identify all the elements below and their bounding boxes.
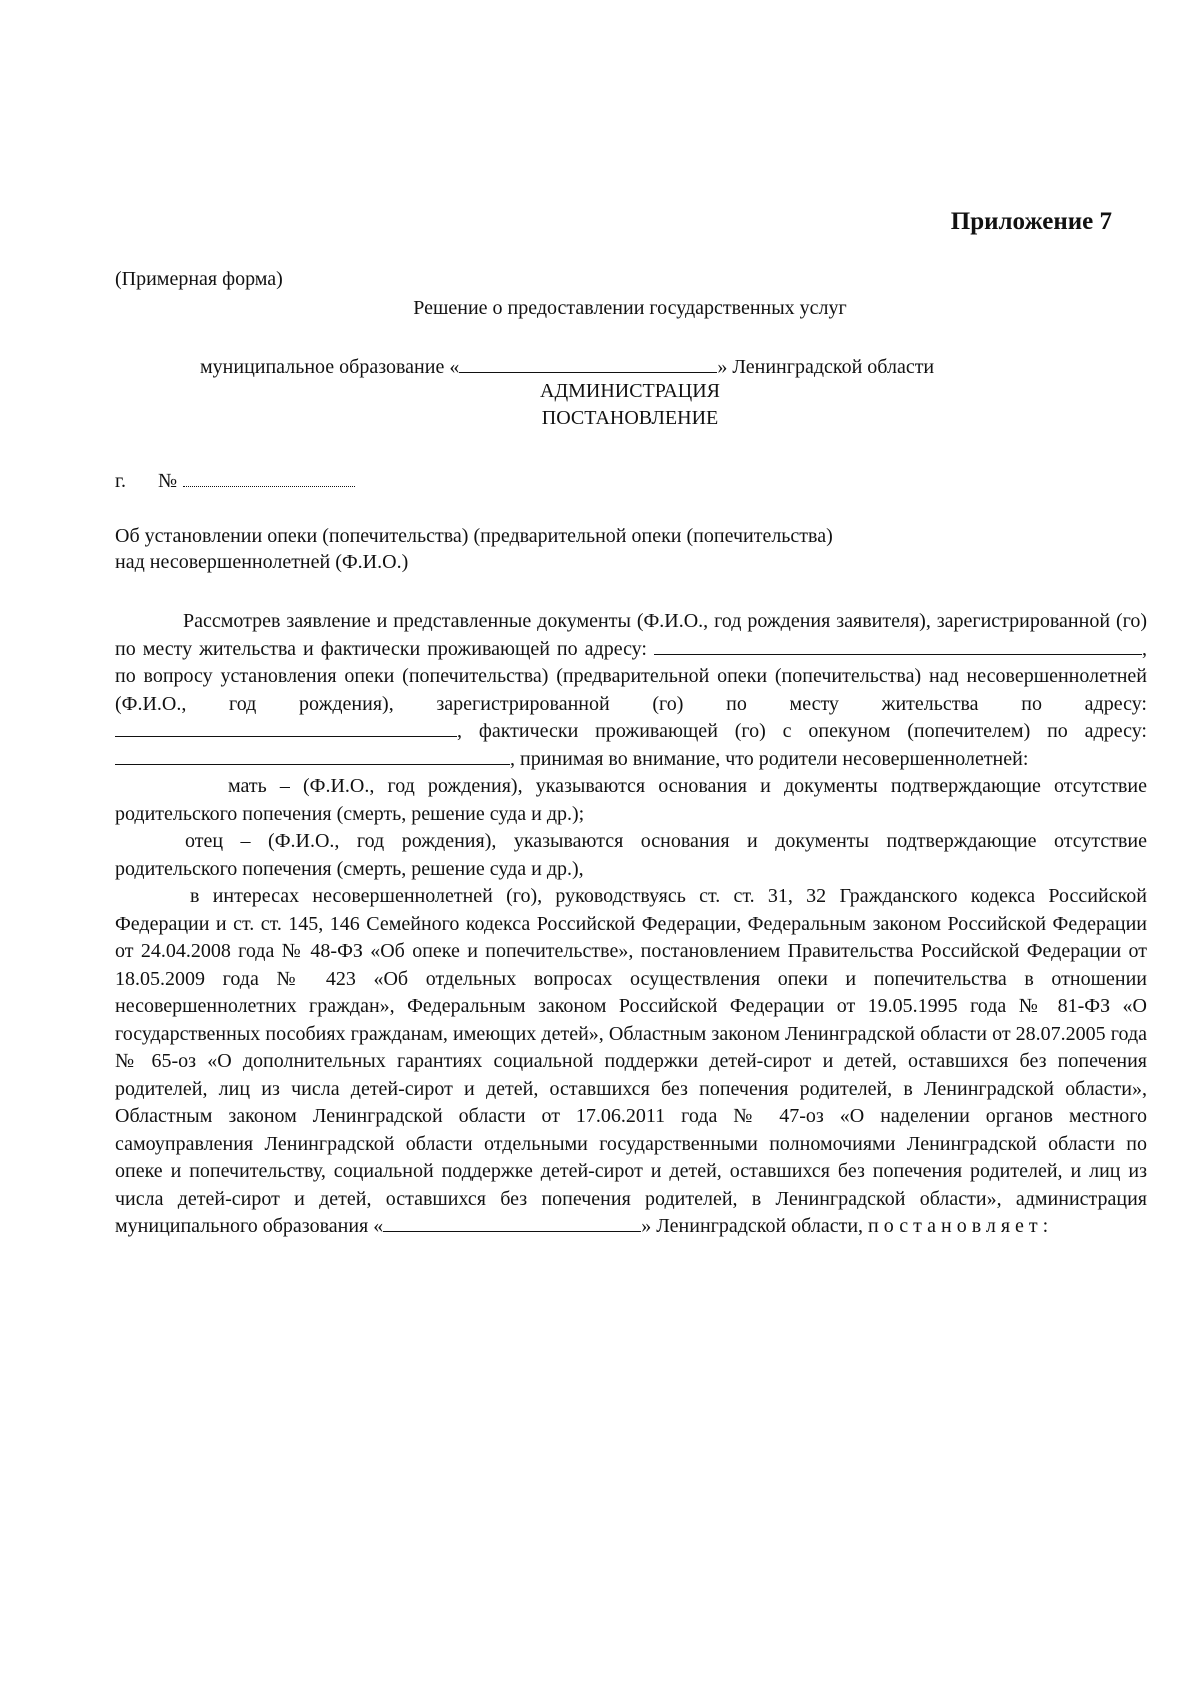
municipality-name-blank-2 <box>383 1213 641 1232</box>
decree-subject <box>115 523 833 575</box>
paragraph-1-part-b: , по вопросу установления опеки (попечительства) (предварительной опеки (попечительства) над несовершеннолетней (Ф.И.О., год рождения), зарегистрированной (го) по месту жительства по адресу: <box>115 637 1147 715</box>
subject-line-2: над несовершеннолетней (Ф.И.О.) <box>115 551 409 573</box>
paragraph-considered <box>115 608 1147 773</box>
number-label: № <box>157 470 178 492</box>
decree-body <box>115 608 1147 1241</box>
paragraph-4-part-b: » Ленинградской области, <box>641 1215 869 1237</box>
municipality-prefix: муниципальное образование « <box>200 356 460 378</box>
paragraph-4-part-a: в интересах несовершеннолетней (го), руководствуясь ст. ст. 31, 32 Гражданского кодекса Российской Федерации и ст. ст. 145, 146 Семейного кодекса Российской Федерации, Федеральным законом Российской Федерации от 24.04.2008 года № 48-ФЗ «Об опеке и попечительстве», постановлением Правительства Российской Федерации от 18.05.2009 года № 423 «Об отдельных вопросах осуществления опеки и попечительства в отношении несовершеннолетних граждан», Федеральным законом Российской Федерации от 19.05.1995 года № 81-ФЗ «О государственных пособиях гражданам, имеющих детей», Областным законом Ленинградской области от 28.07.2005 года № 65-оз «О дополнительных гарантиях социальной поддержки детей-сирот и детей, оставшихся без попечения родителей, лиц из числа детей-сирот и детей, оставшихся без попечения родителей, в Ленинградской области», Областным законом Ленинградской области от 17.06.2011 года № 47-оз «О наделении органов местного самоуправления Ленинградской области отдельными государственными полномочиями Ленинградской области по опеке и попечительству, социальной поддержке детей-сирот и детей, оставшихся без попечения родителей, и лиц из числа детей-сирот и детей, оставшихся без попечения родителей, в Ленинградской области», администрация муниципального образования « <box>115 885 1147 1237</box>
decree-number-blank <box>183 466 355 487</box>
appendix-label: Приложение 7 <box>950 208 1112 235</box>
city-label: г. <box>115 470 126 492</box>
paragraph-father: отец – (Ф.И.О., год рождения), указываются основания и документы подтверждающие отсутствие родительского попечения (смерть, решение суда и др.), <box>115 830 1147 880</box>
municipality-suffix: » Ленинградской области <box>717 356 935 378</box>
decree-heading: ПОСТАНОВЛЕНИЕ <box>541 407 719 429</box>
decision-title: Решение о предоставлении государственных услуг <box>413 297 847 319</box>
paragraph-mother: мать – (Ф.И.О., год рождения), указываются основания и документы подтверждающие отсутствие родительского попечения (смерть, решение суда и др.); <box>115 775 1147 825</box>
city-number-line <box>115 466 355 493</box>
applicant-address-blank <box>654 636 1142 655</box>
administration-heading: АДМИНИСТРАЦИЯ <box>540 380 720 402</box>
paragraph-1-part-c: , фактически проживающей (го) с опекуном (попечителем) по адресу: <box>457 720 1147 742</box>
decrees-word: постановляет: <box>868 1215 1054 1237</box>
municipality-line <box>200 352 934 379</box>
guardian-address-blank <box>115 746 510 765</box>
paragraph-legal-basis <box>115 883 1147 1241</box>
form-note: (Примерная форма) <box>115 268 283 290</box>
paragraph-1-part-a: Рассмотрев заявление и представленные документы (Ф.И.О., год рождения заявителя), зарегистрированной (го) по месту жительства и фактически проживающей по адресу: <box>115 610 1147 660</box>
paragraph-1-part-d: , принимая во внимание, что родители несовершеннолетней: <box>510 747 1029 770</box>
subject-line-1: Об установлении опеки (попечительства) (предварительной опеки (попечительства) <box>115 525 833 547</box>
minor-address-blank <box>115 718 457 737</box>
municipality-name-blank <box>459 352 717 373</box>
